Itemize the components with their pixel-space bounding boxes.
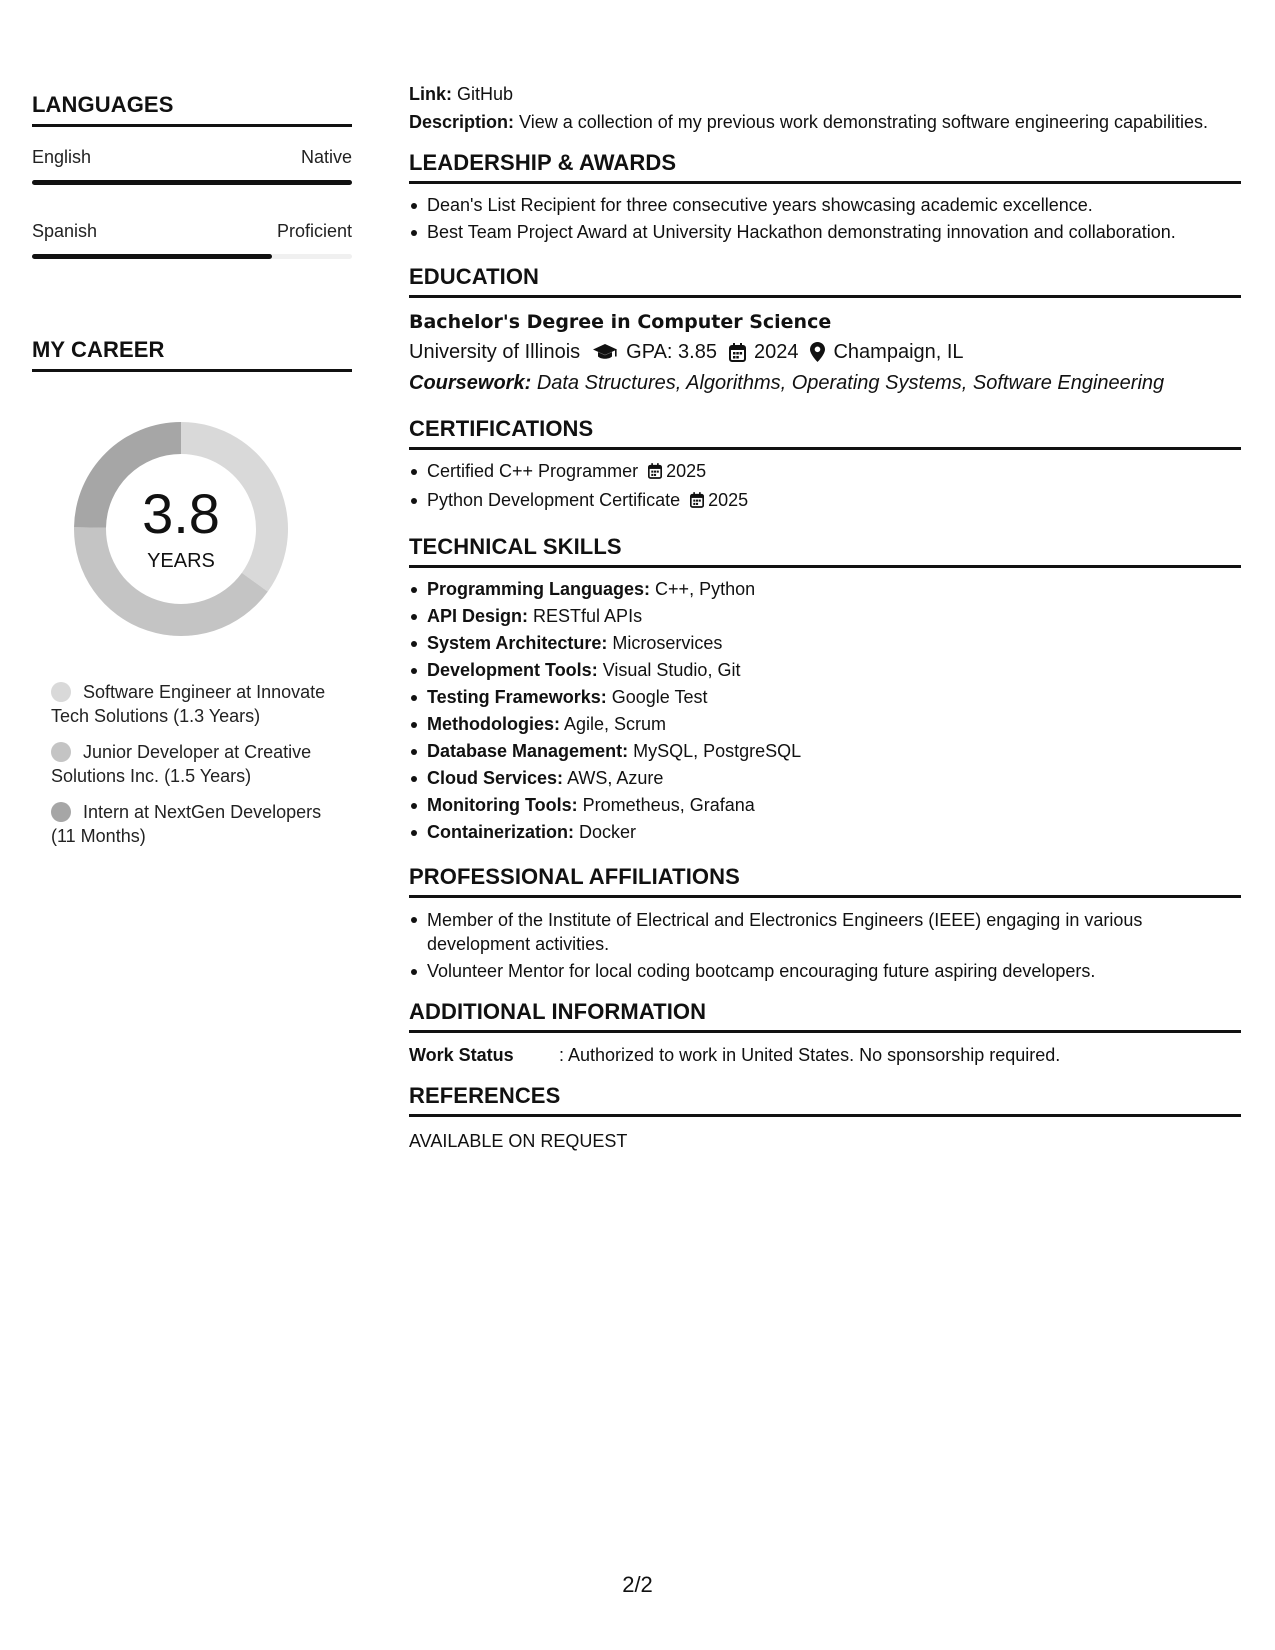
skill-value: Microservices <box>612 633 723 653</box>
skill-value: Google Test <box>611 687 708 707</box>
skills-title: TECHNICAL SKILLS <box>409 534 1241 568</box>
skill-item <box>409 819 1241 846</box>
coursework-value: Data Structures, Algorithms, Operating Systems, Software Engineering <box>536 372 1165 394</box>
skill-item <box>409 711 1241 738</box>
skill-value: Prometheus, Grafana <box>582 795 755 815</box>
languages-title: LANGUAGES <box>32 92 352 127</box>
language-proficiency-bar <box>32 254 352 259</box>
career-legend-item <box>51 680 341 728</box>
graduation-year: 2024 <box>753 341 799 363</box>
additional-title: ADDITIONAL INFORMATION <box>409 999 1241 1033</box>
language-level: Native <box>300 147 352 167</box>
education-meta <box>409 336 1241 368</box>
career-legend <box>51 680 341 848</box>
list-item <box>409 487 1241 516</box>
page-number: 2/2 <box>622 1572 653 1597</box>
leadership-title: LEADERSHIP & AWARDS <box>409 150 1241 184</box>
language-name: Spanish <box>32 221 98 241</box>
language-item-english <box>32 147 352 185</box>
skill-value: Agile, Scrum <box>564 714 667 734</box>
skill-label: Containerization: <box>427 822 574 842</box>
affiliations-section <box>409 864 1241 985</box>
career-legend-item <box>51 740 341 788</box>
skill-item <box>409 603 1241 630</box>
project-link <box>409 80 1241 108</box>
project-description-label: Description: <box>409 112 515 132</box>
skill-label: Methodologies: <box>427 714 560 734</box>
career-legend-label: Software Engineer at Innovate Tech Solutions (1.3 Years) <box>51 682 326 726</box>
affiliations-title: PROFESSIONAL AFFILIATIONS <box>409 864 1241 898</box>
list-item: Member of the Institute of Electrical and Electronics Engineers (IEEE) engaging in various development activities. <box>409 906 1241 958</box>
language-proficiency-fill <box>32 254 272 259</box>
work-status <box>409 1041 1241 1069</box>
certification-year: 2025 <box>708 490 749 510</box>
skill-item <box>409 765 1241 792</box>
skill-label: Programming Languages: <box>427 579 651 599</box>
legend-dot <box>51 742 71 762</box>
legend-dot <box>51 802 71 822</box>
career-legend-item <box>51 800 341 848</box>
language-name: English <box>32 147 92 167</box>
certification-name: Python Development Certificate <box>427 490 681 510</box>
work-status-label: Work Status <box>409 1045 514 1065</box>
project-link-label: Link: <box>409 84 452 104</box>
certifications-title: CERTIFICATIONS <box>409 416 1241 450</box>
additional-section <box>409 999 1241 1069</box>
project-description <box>409 108 1241 136</box>
skill-label: System Architecture: <box>427 633 608 653</box>
career-total-unit: YEARS <box>147 549 215 572</box>
skill-label: Cloud Services: <box>427 768 564 788</box>
list-item: Best Team Project Award at University Hackathon demonstrating innovation and collaboration. <box>409 219 1241 246</box>
map-pin-icon <box>810 342 825 362</box>
skill-value: Visual Studio, Git <box>602 660 741 680</box>
project-description-value: View a collection of my previous work demonstrating software engineering capabilities. <box>519 112 1209 132</box>
gpa: GPA: 3.85 <box>626 341 717 363</box>
skill-value: MySQL, PostgreSQL <box>633 741 802 761</box>
references-title: REFERENCES <box>409 1083 1241 1117</box>
language-proficiency-fill <box>32 180 352 185</box>
certification-name: Certified C++ Programmer <box>427 461 639 481</box>
skill-item <box>409 576 1241 603</box>
skill-value: AWS, Azure <box>567 768 664 788</box>
legend-dot <box>51 682 71 702</box>
list-item <box>409 458 1241 487</box>
degree-title: Bachelor's Degree in Computer Science <box>409 311 832 333</box>
references-section <box>409 1083 1241 1155</box>
list-item: Volunteer Mentor for local coding bootcamp encouraging future aspiring developers. <box>409 958 1241 985</box>
education-title: EDUCATION <box>409 264 1241 298</box>
certification-year: 2025 <box>666 461 707 481</box>
work-status-value: : Authorized to work in United States. No sponsorship required. <box>559 1045 1061 1065</box>
references-value: AVAILABLE ON REQUEST <box>409 1131 628 1151</box>
skill-item <box>409 684 1241 711</box>
certifications-section <box>409 416 1241 516</box>
skill-label: Database Management: <box>427 741 629 761</box>
main-content <box>409 80 1241 1155</box>
coursework-label: Coursework: <box>409 372 532 394</box>
calendar-icon <box>690 489 704 516</box>
career-legend-label: Junior Developer at Creative Solutions Inc. (1.5 Years) <box>51 742 312 786</box>
skill-value: C++, Python <box>655 579 756 599</box>
career-title: MY CAREER <box>32 337 352 372</box>
language-level: Proficient <box>276 221 352 241</box>
language-proficiency-bar <box>32 180 352 185</box>
skill-label: Development Tools: <box>427 660 598 680</box>
list-item: Dean's List Recipient for three consecutive years showcasing academic excellence. <box>409 192 1241 219</box>
skill-label: Testing Frameworks: <box>427 687 607 707</box>
career-donut-chart <box>66 414 296 644</box>
skill-item <box>409 657 1241 684</box>
calendar-icon <box>648 460 662 487</box>
school-name: University of Illinois <box>409 341 581 363</box>
project-link-value[interactable]: GitHub <box>457 84 514 104</box>
education-section <box>409 264 1241 398</box>
skill-item <box>409 738 1241 765</box>
skill-value: Docker <box>579 822 637 842</box>
skill-value: RESTful APIs <box>533 606 643 626</box>
career-legend-label: Intern at NextGen Developers (11 Months) <box>51 802 322 846</box>
school-location: Champaign, IL <box>833 341 964 363</box>
skills-section <box>409 534 1241 846</box>
skill-label: Monitoring Tools: <box>427 795 578 815</box>
skill-item <box>409 630 1241 657</box>
skill-label: API Design: <box>427 606 529 626</box>
sidebar <box>32 92 352 860</box>
language-item-spanish <box>32 221 352 259</box>
coursework <box>409 368 1241 398</box>
calendar-icon <box>729 343 746 362</box>
leadership-section <box>409 150 1241 246</box>
graduation-cap-icon <box>592 343 618 361</box>
skill-item <box>409 792 1241 819</box>
career-total-value: 3.8 <box>142 481 220 545</box>
